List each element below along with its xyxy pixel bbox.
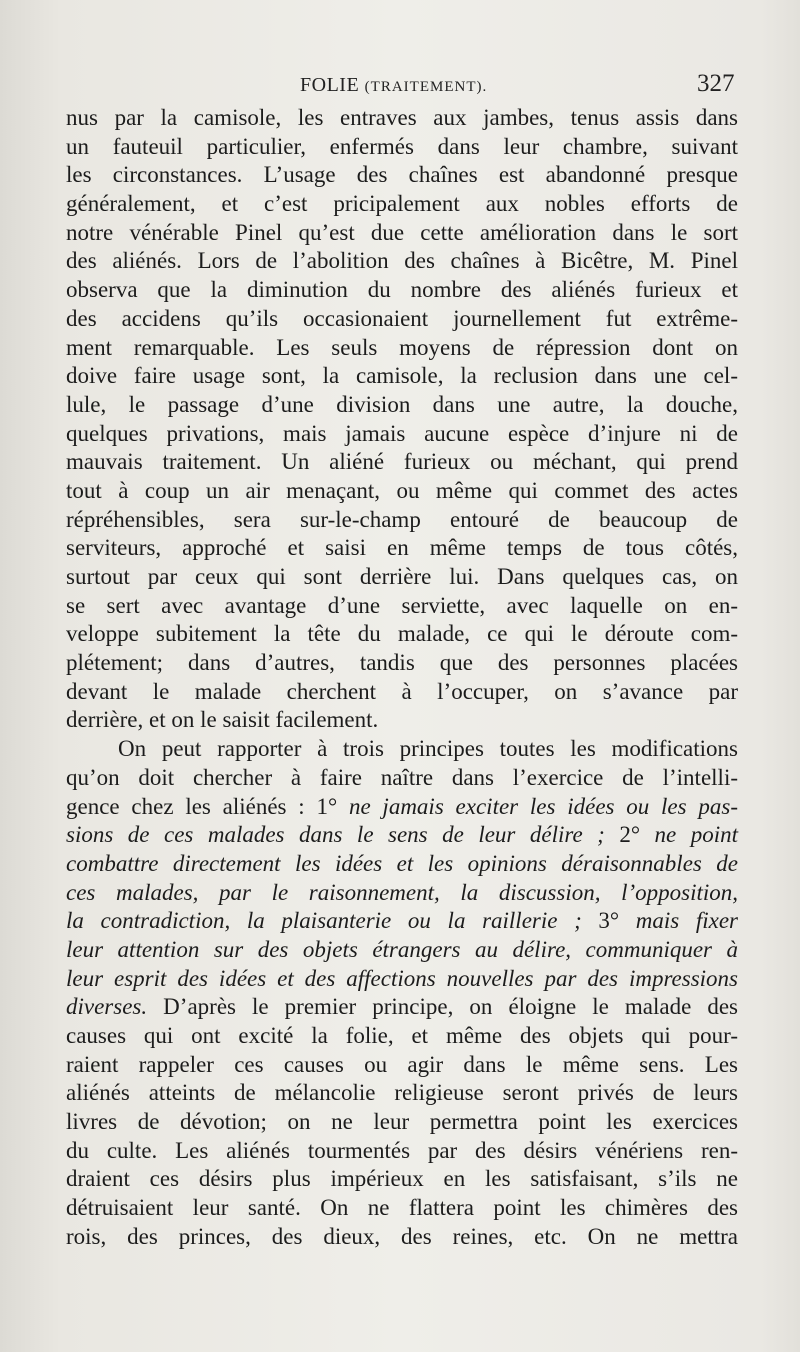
text-line [66,706,738,735]
italic-segment: sions de ces malades dans le sens de leur délire ; [66,822,620,848]
text-segment: 2° [619,822,655,848]
text-line [66,1022,738,1051]
italic-segment: ces malades, par le raisonnement, la discussion, l’opposition, [66,879,738,905]
text-segment: derrière, et on le saisit facilement. [66,707,379,733]
text-line [66,448,738,477]
text-segment: répréhensibles, sera sur-le-champ entouré de beaucoup de [66,506,738,532]
text-line [66,592,738,621]
text-line [66,1165,738,1194]
text-segment: plétement; dans d’autres, tandis que des personnes placées [66,650,738,676]
text-line [66,678,738,707]
text-segment: des accidens qu’ils occasionaient journellement fut extrême- [66,305,738,331]
text-line [66,649,738,678]
text-segment: qu’on doit chercher à faire naître dans l’exercice de l’intelli- [66,764,738,790]
text-segment: notre vénérable Pinel qu’est due cette amélioration dans le sort [66,219,738,245]
text-segment: surtout par ceux qui sont derrière lui. Dans quelques cas, on [66,564,738,589]
italic-segment: ne jamais exciter les idées ou les pas- [348,793,738,819]
text-segment: généralement, et c’est pricipalement aux nobles efforts de [66,191,738,217]
italic-segment: la contradiction, la plaisanterie ou la raillerie ; [66,908,599,934]
text-segment: les circonstances. L’usage des chaînes est abandonné presque [66,162,738,188]
text-line [66,133,738,162]
text-segment: observa que la diminution du nombre des aliénés furieux et [66,277,738,303]
text-segment: lule, le passage d’une division dans une autre, la douche, [66,391,738,417]
text-line [66,764,738,793]
italic-segment: mais fixer [635,908,738,934]
text-segment: quelques privations, mais jamais aucune espèce d’injure ni de [66,420,738,446]
italic-segment: leur attention sur des objets étrangers au délire, communiquer à [66,936,738,962]
text-line [66,276,738,305]
text-line [66,161,738,190]
text-segment: rois, des princes, des dieux, des reines, etc. On ne mettra [66,1223,738,1249]
text-segment: draient ces désirs plus impérieux en les satisfaisant, s’ils ne [66,1166,738,1192]
body-text [66,104,738,1252]
text-segment: un fauteuil particulier, enfermés dans leur chambre, suivant [66,133,738,159]
text-segment: raient rappeler ces causes ou agir dans le même sens. Les [66,1051,738,1077]
text-line [66,821,738,850]
text-segment: 3° [598,908,636,934]
text-line [66,879,738,908]
italic-segment: leur esprit des idées et des affections nouvelles par des impressions [66,965,738,991]
running-head [0,70,800,102]
text-segment: serviteurs, approché et saisi en même temps de tous côtés, [66,535,738,561]
text-line [66,563,738,592]
text-line [66,1223,738,1252]
text-segment: veloppe subitement la tête du malade, ce qui le déroute com- [66,621,738,647]
text-segment: tout à coup un air menaçant, ou même qui commet des actes [66,477,738,503]
text-line [66,104,738,133]
text-line [66,534,738,563]
text-line [66,305,738,334]
text-segment: devant le malade cherchent à l’occuper, on s’avance par [66,678,738,704]
running-head-title [300,74,487,97]
text-segment: nus par la camisole, les entraves aux jambes, tenus assis dans [66,105,738,130]
text-line [66,391,738,420]
text-line [66,1137,738,1166]
running-head-main: FOLIE [300,74,360,96]
text-line [66,1194,738,1223]
text-segment: causes qui ont excité la folie, et même des objets qui pour- [66,1023,738,1048]
text-line [66,993,738,1022]
text-line [66,334,738,363]
text-line [66,477,738,506]
text-line [66,219,738,248]
text-line [66,420,738,449]
running-head-subtitle: (TRAITEMENT). [364,79,488,95]
text-segment: ment remarquable. Les seuls moyens de répression dont on [66,334,738,360]
text-line [66,1108,738,1137]
text-line [66,793,738,822]
text-segment: livres de dévotion; on ne leur permettra point les exercices [66,1109,738,1135]
text-line [66,190,738,219]
text-line [66,850,738,879]
text-line [66,965,738,994]
text-segment: mauvais traitement. Un aliéné furieux ou méchant, qui prend [66,449,738,475]
text-segment: D’après le premier principe, on éloigne le malade des [147,994,738,1020]
text-line [66,735,738,764]
italic-segment: ne point [654,822,738,848]
text-line [66,907,738,936]
text-line [66,247,738,276]
text-segment: se sert avec avantage d’une serviette, avec laquelle on en- [66,592,738,618]
text-segment: des aliénés. Lors de l’abolition des chaînes à Bicêtre, M. Pinel [66,248,738,274]
text-segment: du culte. Les aliénés tourmentés par des désirs vénériens ren- [66,1137,738,1163]
italic-segment: combattre directement les idées et les opinions déraisonnables de [66,850,738,876]
text-line [66,506,738,535]
text-line [66,362,738,391]
text-line [66,936,738,965]
text-segment: aliénés atteints de mélancolie religieuse seront privés de leurs [66,1080,738,1106]
text-segment: détruisaient leur santé. On ne flattera point les chimères des [66,1195,738,1221]
text-segment: doive faire usage sont, la camisole, la reclusion dans une cel- [66,363,738,389]
page-number: 327 [697,70,735,97]
italic-segment: diverses. [66,994,148,1020]
text-line [66,1079,738,1108]
text-line [66,1051,738,1080]
text-segment: On peut rapporter à trois principes toutes les modifications [118,736,738,762]
text-line [66,620,738,649]
text-segment: gence chez les aliénés : 1° [66,793,349,819]
